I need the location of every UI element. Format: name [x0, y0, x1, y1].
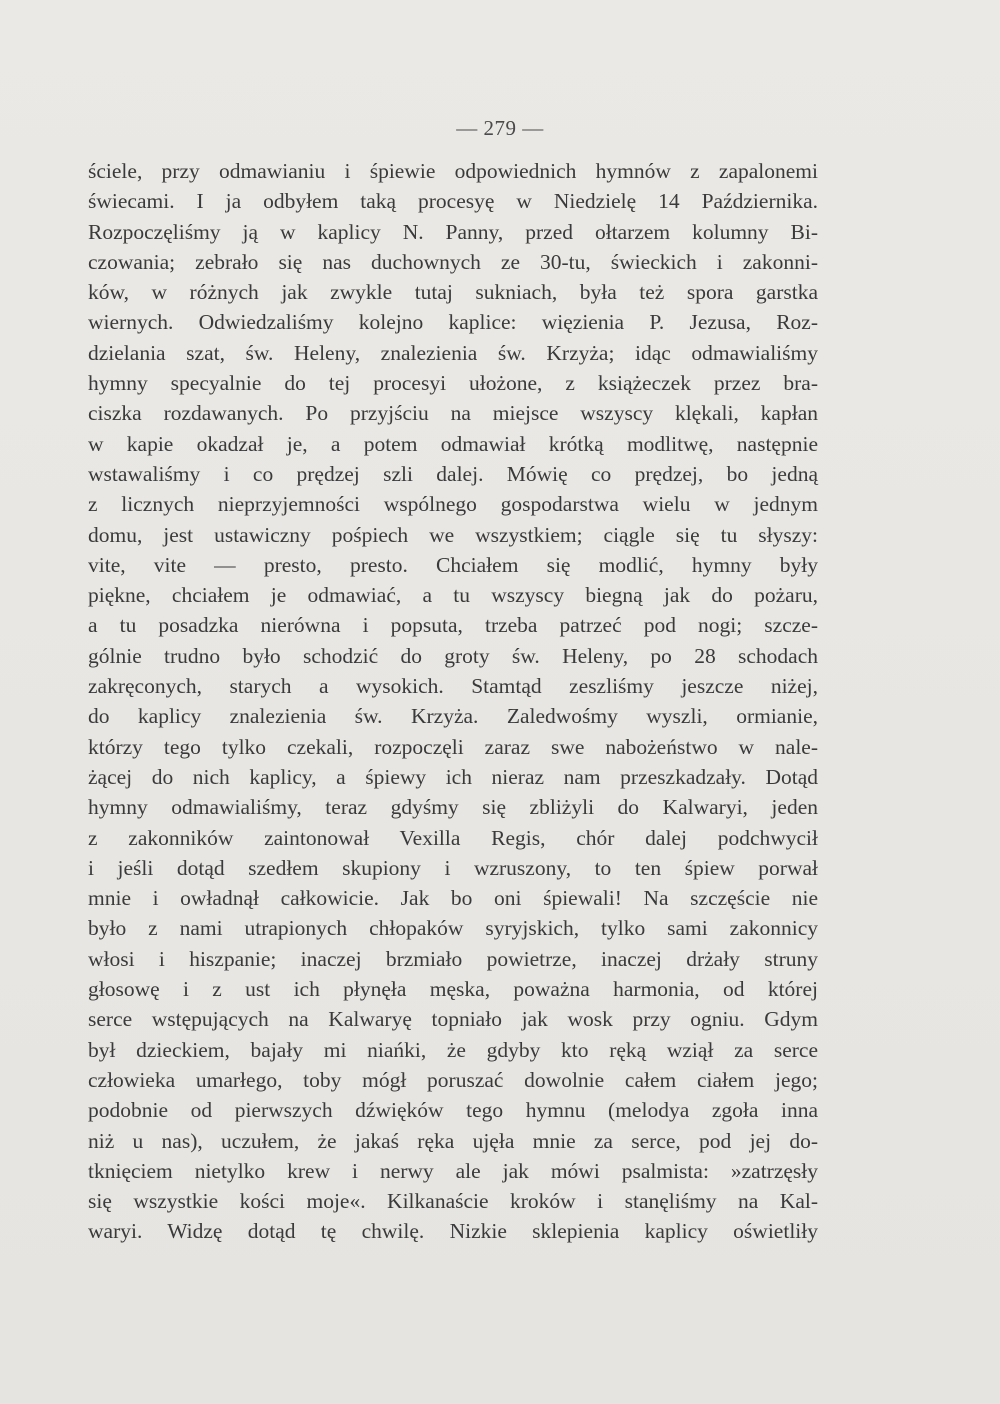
text-line: Rozpoczęliśmy ją w kaplicy N. Panny, przed ołtarzem kolumny Bi-	[88, 219, 818, 244]
text-line: człowieka umarłego, toby mógł poruszać dowolnie całem ciałem jego;	[88, 1067, 818, 1092]
text-line: podobnie od pierwszych dźwięków tego hymnu (melodya zgoła inna	[88, 1098, 818, 1123]
text-line: niż u nas), uczułem, że jakaś ręka ujęła mnie za serce, pod jej do-	[88, 1128, 818, 1153]
text-line: hymny odmawialiśmy, teraz gdyśmy się zbliżyli do Kalwaryi, jeden	[88, 795, 818, 820]
text-line: włosi i hiszpanie; inaczej brzmiało powietrze, inaczej drżały struny	[88, 946, 818, 971]
text-line: dzielania szat, św. Heleny, znalezienia św. Krzyża; idąc odmawialiśmy	[88, 340, 818, 365]
text-line: hymny specyalnie do tej procesyi ułożone, z książeczek przez bra-	[88, 371, 818, 396]
text-line: gólnie trudno było schodzić do groty św. Heleny, po 28 schodach	[88, 643, 818, 668]
text-line: ściele, przy odmawianiu i śpiewie odpowiednich hymnów z zapalonemi	[88, 159, 818, 183]
text-line: wstawaliśmy i co prędzej szli dalej. Mówię co prędzej, bo jedną	[88, 461, 818, 486]
text-line: serce wstępujących na Kalwaryę topniało jak wosk przy ogniu. Gdym	[88, 1007, 818, 1032]
text-line: się wszystkie kości moje«. Kilkanaście kroków i stanęliśmy na Kal-	[88, 1189, 818, 1214]
text-line: tknięciem nietylko krew i nerwy ale jak mówi psalmista: »zatrzęsły	[88, 1158, 818, 1183]
text-line: był dzieckiem, bajały mi niańki, że gdyby kto ręką wziął za serce	[88, 1037, 818, 1062]
text-line: wiernych. Odwiedzaliśmy kolejno kaplice: więzienia P. Jezusa, Roz-	[88, 310, 818, 335]
text-line: w kapie okadzał je, a potem odmawiał krótką modlitwę, następnie	[88, 431, 818, 456]
text-line: domu, jest ustawiczny pośpiech we wszystkiem; ciągle się tu słyszy:	[88, 522, 818, 547]
text-line: którzy tego tylko czekali, rozpoczęli zaraz swe nabożeństwo w nale-	[88, 734, 818, 759]
body-text	[88, 156, 818, 1247]
text-line: vite, vite — presto, presto. Chciałem się modlić, hymny były	[88, 552, 818, 577]
text-line: do kaplicy znalezienia św. Krzyża. Zaledwośmy wyszli, ormianie,	[88, 704, 818, 729]
text-line: piękne, chciałem je odmawiać, a tu wszyscy biegną jak do pożaru,	[88, 583, 818, 608]
text-line: świecami. I ja odbyłem taką procesyę w Niedzielę 14 Października.	[88, 189, 818, 214]
text-line: czowania; zebrało się nas duchownych ze 30-tu, świeckich i zakonni-	[88, 249, 818, 274]
page-number: — 279 —	[456, 116, 544, 140]
text-line: waryi. Widzę dotąd tę chwilę. Nizkie sklepienia kaplicy oświetliły	[88, 1219, 818, 1244]
text-line: a tu posadzka nierówna i popsuta, trzeba patrzeć pod nogi; szcze-	[88, 613, 818, 638]
text-line: z zakonników zaintonował Vexilla Regis, chór dalej podchwycił	[88, 825, 818, 850]
text-line: mnie i owładnął całkowicie. Jak bo oni śpiewali! Na szczęście nie	[88, 886, 818, 911]
text-line: żącej do nich kaplicy, a śpiewy ich nieraz nam przeszkadzały. Dotąd	[88, 764, 818, 789]
text-line: z licznych nieprzyjemności wspólnego gospodarstwa wielu w jednym	[88, 492, 818, 517]
text-line: ków, w różnych jak zwykle tutaj sukniach, była też spora garstka	[88, 280, 818, 305]
text-line: zakręconych, starych a wysokich. Stamtąd zeszliśmy jeszcze niżej,	[88, 674, 818, 699]
text-line: było z nami utrapionych chłopaków syryjskich, tylko sami zakonnicy	[88, 916, 818, 941]
text-line: i jeśli dotąd szedłem skupiony i wzruszony, to ten śpiew porwał	[88, 855, 818, 880]
text-line: głosowę i z ust ich płynęła męska, poważna harmonia, od której	[88, 977, 818, 1002]
text-line: ciszka rozdawanych. Po przyjściu na miejsce wszyscy klękali, kapłan	[88, 401, 818, 426]
